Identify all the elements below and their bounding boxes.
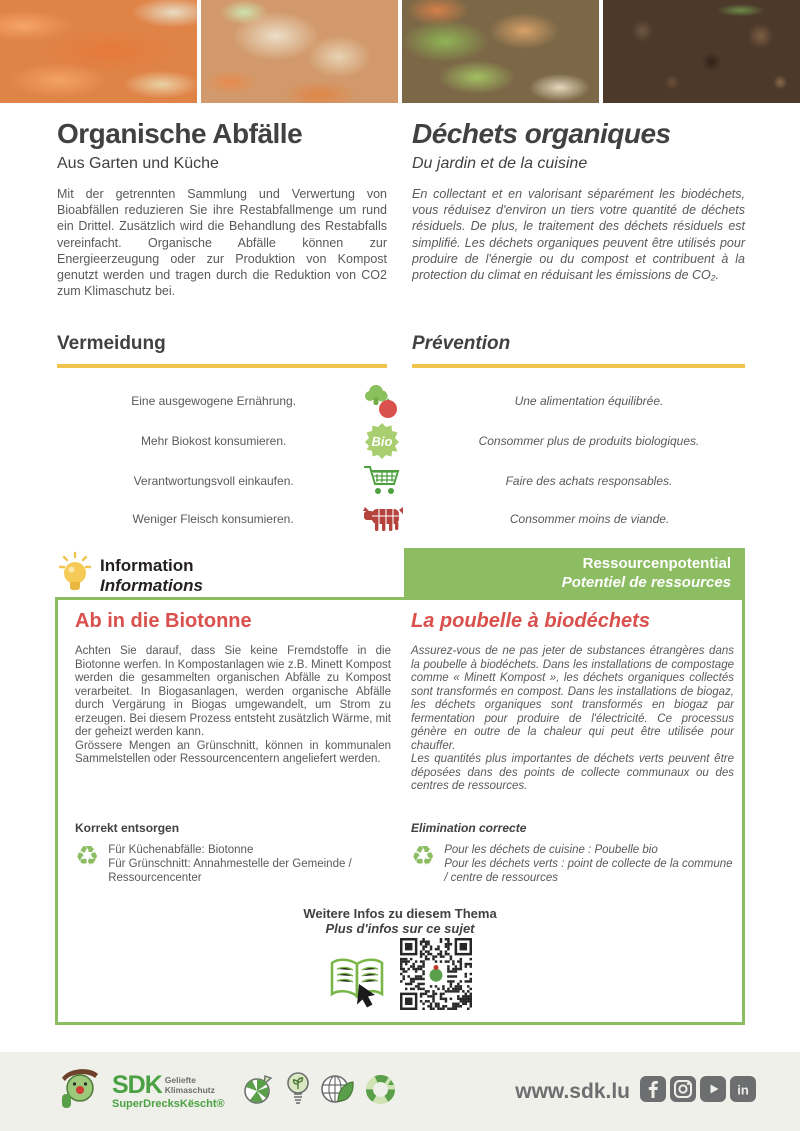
shopping-cart-icon [360,464,404,498]
pie-chart-icon [243,1073,276,1111]
facebook-icon[interactable] [640,1076,666,1107]
prevention-item-fr: Faire des achats responsables. [505,474,673,488]
prevention-row [57,381,748,421]
prevention-row [57,499,748,539]
yellow-rule-de [57,364,387,368]
biotonne-body-de-p2: Grössere Mengen an Grünschnitt, können in kommunalen Sammelstellen oder Ressourcencentern angeliefert werden. [75,739,391,765]
sdk-abbr: SDK [112,1071,162,1099]
photo-strip [0,0,800,103]
resource-banner [404,548,745,597]
resource-banner-de: Ressourcenpotential [582,555,731,572]
title-de: Organische Abfälle [57,118,303,149]
qr-code [400,938,472,1015]
intro-body-fr: En collectant et en valorisant séparément les biodéchets, vous réduisez d'environ un tiers votre quantité de déchets résiduels. De plus, le traitement des déchets résiduels est simplifié. Les déchets organiques peuvent être utilisés pour produire de l'énergie ou du compost et contribuent à la protection du climat en réduisant les émissions de CO₂. [412,187,745,283]
biotonne-body-de-p1: Achten Sie darauf, dass Sie keine Fremdstoffe in die Biotonne werfen. In Kompostanlagen wie z.B. Minett Kompost werden die gesammelten organischen Abfälle zu Kompost verarbeitet. In Biogasanlagen, werden organische Abfälle durch Vergärung in Biogas umgewandelt, um Strom zu erzeugen. Bei diesem Prozess entsteht zusätzlich Wärme, mit der geheizt werden kann. [75,645,391,738]
disposal-title-de: Korrekt entsorgen [75,821,180,835]
prevention-item-de: Weniger Fleisch konsumieren. [132,512,294,526]
bulb-leaf-icon [285,1071,311,1112]
information-label-de: Information [100,555,194,575]
photo-vegetable-scraps [402,0,599,103]
photo-carrot-peels [0,0,197,103]
intro-body-de: Mit der getrennten Sammlung und Verwertung von Bioabfällen reduzieren Sie ihre Restabfallmenge um rund ein Drittel. Zusätzlich wird die Behandlung des Restabfalls vereinfacht. Organische Abfälle können zur Energieerzeugung oder zur Produktion von Kompost genutzt werden und tragen durch die Reduktion von CO2 zum Klimaschutz bei. [57,187,387,299]
sdk-tagline-2: Klimaschutz [164,1084,215,1095]
sdk-clown-logo [58,1064,102,1119]
biotonne-title-de: Ab in die Biotonne [75,610,252,632]
broccoli-tomato-icon [360,382,404,420]
instagram-icon[interactable] [670,1076,696,1107]
prevention-item-de: Mehr Biokost konsumieren. [140,434,287,448]
disposal-title-fr: Elimination correcte [411,821,527,835]
disposal-line-fr: Pour les déchets de cuisine : Poubelle bio [444,844,658,856]
svg-text:in: in [737,1082,749,1098]
biotonne-title-fr: La poubelle à biodéchets [411,610,650,632]
prevention-title-fr: Prévention [412,333,511,354]
prevention-row [57,421,748,461]
globe-leaf-icon [320,1073,355,1111]
linkedin-icon[interactable] [730,1076,756,1107]
prevention-item-fr: Consommer moins de viande. [509,512,670,526]
subtitle-de: Aus Garten und Küche [57,155,219,172]
prevention-item-fr: Consommer plus de produits biologiques. [478,434,700,448]
footer-bar [0,1052,800,1131]
biotonne-box [55,597,745,1025]
information-label-fr: Informations [100,575,203,595]
website-link[interactable]: www.sdk.lu [515,1079,630,1103]
biotonne-body-fr-p2: Les quantités plus importantes de déchets verts peuvent être déposées dans des points de collecte communaux ou des centres de ressources. [411,753,734,792]
beef-cow-icon [359,503,405,535]
information-heading [58,551,203,600]
open-book-icon [328,956,390,1015]
disposal-line-fr: Pour les déchets verts : point de collecte de la commune / centre de ressources [444,858,733,884]
biotonne-body-fr-p1: Assurez-vous de ne pas jeter de substances étrangères dans la poubelle à biodéchets. Dans les installations de compostage comme « Minett Kompost », les déchets organiques collectés sont transformés en compost. Dans les installations de biogaz, les déchets organiques sont transformés en biogaz par fermentation pour produire de l'électricité. Ce processus génère en outre de la chaleur qui peut être utilisée pour chauffer. [411,645,734,752]
photo-eggshells [201,0,398,103]
disposal-line-de: Für Grünschnitt: Annahmestelle der Gemeinde / Ressourcencenter [108,858,352,884]
youtube-icon[interactable] [700,1076,726,1107]
sdk-brand [112,1073,225,1110]
yellow-rule-fr [412,364,745,368]
prevention-title-de: Vermeidung [57,333,166,354]
prevention-item-fr: Une alimentation équilibrée. [514,394,664,408]
recycle-icon: ♻ [75,841,100,872]
resource-banner-fr: Potentiel de ressources [561,574,731,591]
sdk-tagline-1: Geliefte [164,1075,196,1085]
more-info-fr: Plus d'infos sur ce sujet [325,921,475,936]
disposal-line-de: Für Küchenabfälle: Biotonne [108,844,254,856]
prevention-item-de: Eine ausgewogene Ernährung. [131,394,297,408]
more-info-de: Weitere Infos zu diesem Thema [303,906,497,921]
subtitle-fr: Du jardin et de la cuisine [412,155,588,172]
photo-compost-soil [603,0,800,103]
title-fr: Déchets organiques [412,118,671,149]
circular-arrows-icon [364,1073,397,1111]
lightbulb-icon [58,551,92,600]
prevention-item-de: Verantwortungsvoll einkaufen. [133,474,294,488]
prevention-row [57,461,748,501]
recycle-icon: ♻ [411,841,436,872]
sdk-name: SuperDrecksKëscht® [112,1098,225,1110]
bio-badge-label: Bio [371,434,393,449]
bio-badge-icon [360,422,404,460]
